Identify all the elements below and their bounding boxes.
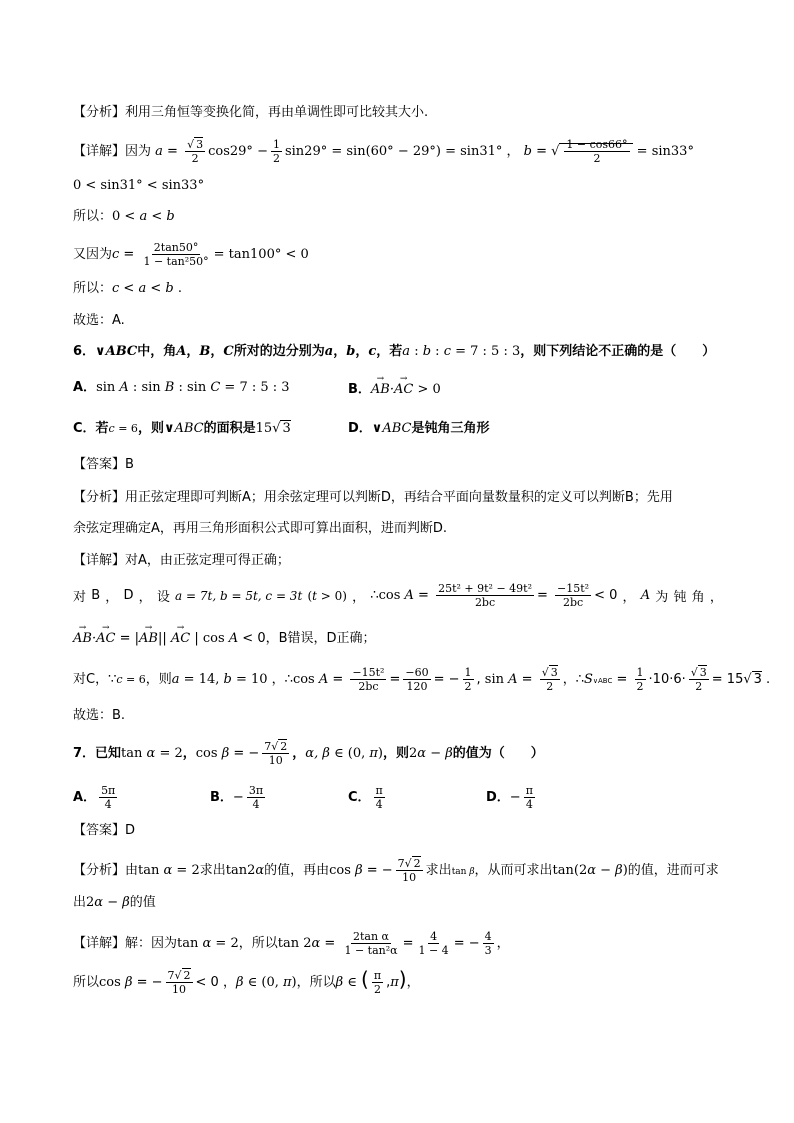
q7-option-d: D．− $\frac{\pi}{4}$	[486, 784, 533, 811]
q6-detail-4: 对C，∵c = 6，则a = 14, b = 10 ，∴cos A = $\frac{\text{−15t²}}{2bc}$ = $\frac{-60}{120}$ = − $\frac{1}{2}$ , sin A = $\frac{√ 3}{2}$ ，∴S∨ABC = $\frac{1}{2}$ ·10·6· $\frac{√ 3}{2}$ = 15√ 3 .	[73, 666, 771, 693]
q7-answer: 【答案】D	[73, 823, 136, 838]
q7-option-b: B．− $\frac{3\pi}{4}$	[210, 784, 264, 811]
q6-choice: 故选：B.	[73, 708, 126, 723]
conclusion-line-1: 所以：0 < a < b	[73, 209, 175, 224]
q7-option-c: C． $\frac{\pi}{4}$	[348, 784, 383, 811]
q7-detail-2: 所以cos β = − $\frac{7√ 2}{10}$ < 0 ，β ∈ (0, π)，所以β ∈ ( $\frac{\pi}{2}$ ,π)，	[73, 967, 420, 996]
conclusion-line-2: 所以：c < a < b .	[73, 281, 182, 296]
q6-detail-2: 对 B ， D ， 设 a = 7t, b = 5t, c = 3t (t > 0) ， ∴cos A = $\frac{\text{25t² + 9t² − 49t²}}{2bc}$ = $\frac{\text{−15t²}}{2bc}$ < 0 ， A 为 钝 角 ，	[73, 582, 723, 609]
analysis-line: 【分析】利用三角恒等变换化简，再由单调性即可比较其大小.	[73, 105, 429, 120]
q6-option-a: A．sin A : sin B : sin C = 7 : 5 : 3	[73, 380, 290, 395]
q6-answer: 【答案】B	[73, 457, 134, 472]
c-definition-line: 又因为c = $\frac{2\tan 50^\circ}{\text{1 − tan²50°}}$ = tan100° < 0	[73, 241, 309, 268]
q6-detail-1: 【详解】对A，由正弦定理可得正确；	[73, 553, 290, 568]
q6-option-b: B．→ AB·→ AC > 0	[348, 379, 441, 401]
q6-option-c: C．若c = 6，则∨ABC的面积是15√ 3	[73, 421, 291, 436]
inequality-line: 0 < sin31° < sin33°	[73, 178, 205, 193]
detail-line-1: 【详解】因为 a = $\frac{√ 3}{2}$ cos29° − $\frac{1}{2}$ sin29° = sin(60° − 29°) = sin31° ， b = √ $\frac{1 - \cos 66^\circ}{2}$ = sin33°	[73, 138, 694, 165]
q6-option-d: D．∨ABC是钝角三角形	[348, 421, 490, 436]
q7-option-a: A． $\frac{5\pi}{4}$	[73, 784, 116, 811]
q7-detail-1: 【详解】解：因为tan α = 2，所以tan 2α = $\frac{\text{2tan α}}{\text{1 − tan²α}}$ = $\frac{4}{1 - 4}$ = − $\frac{4}{3}$ ，	[73, 930, 510, 957]
q6-detail-3: → AB·→ AC = |→ AB|| → AC | cos A < 0，B错误，D正确；	[73, 629, 376, 649]
q6-analysis-2: 余弦定理确定A，再用三角形面积公式即可算出面积，进而判断D.	[73, 521, 448, 536]
q7-analysis-2: 出2α − β的值	[73, 895, 156, 910]
q6-analysis-1: 【分析】用正弦定理即可判断A；用余弦定理可以判断D，再结合平面向量数量积的定义可以判断B；先用	[73, 490, 673, 505]
q7-analysis-1: 【分析】由tan α = 2求出tan2α的值，再由cos β = − $\frac{7√ 2}{10}$ 求出tan β，从而可求出tan(2α − β)的值，进而可求	[73, 857, 719, 884]
choice-line-1: 故选：A.	[73, 313, 125, 328]
question-7-stem: 7．已知tan α = 2，cos β = − $\frac{7√ 2}{10}$ ，α, β ∈ (0, π)，则2α − β的值为（ ）	[73, 740, 544, 767]
question-6-stem: 6．∨ABC中，角A，B，C所对的边分别为a，b，c，若a : b : c = 7 : 5 : 3，则下列结论不正确的是（ ）	[73, 344, 716, 359]
